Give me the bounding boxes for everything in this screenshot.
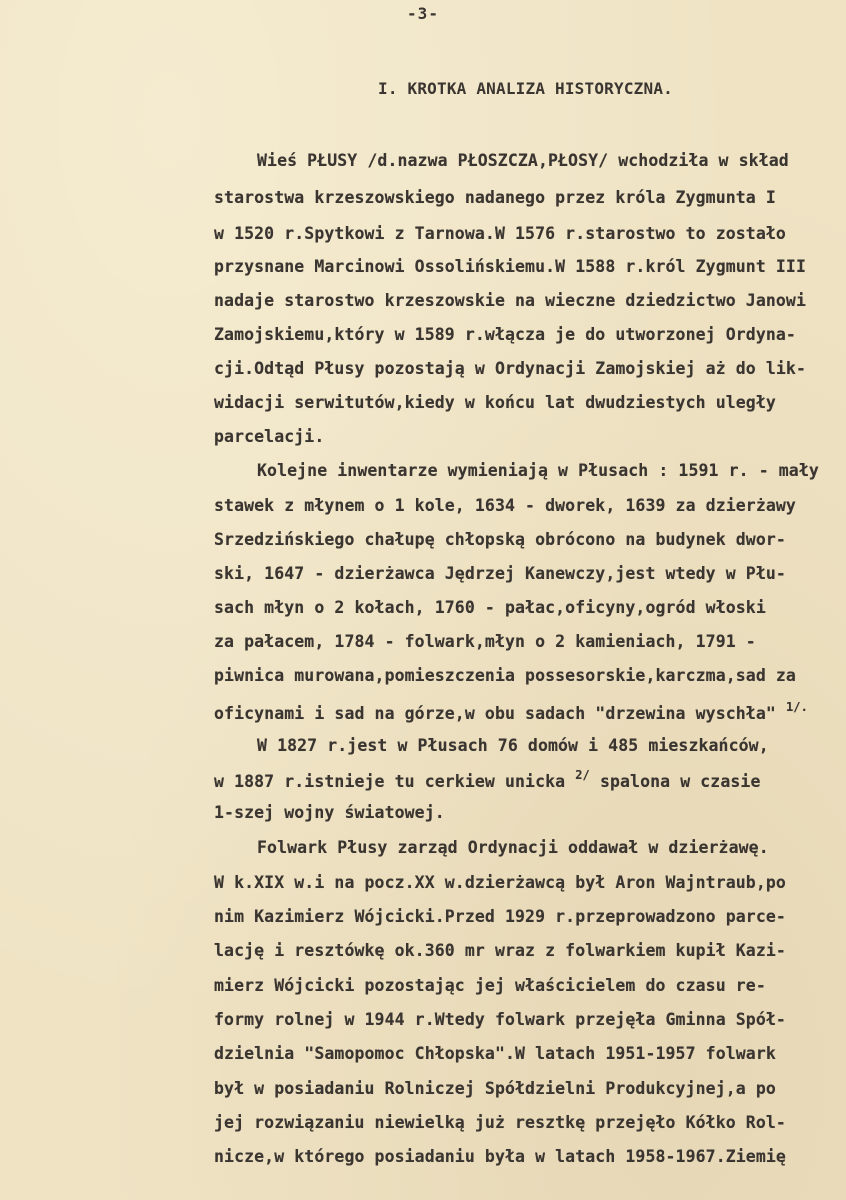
text-line: lację i resztówkę ok.360 mr wraz z folwarkiem kupił Kazi- [214,941,786,960]
text-line: parcelacji. [214,427,325,446]
text-line: w 1520 r.Spytkowi z Tarnowa.W 1576 r.starostwo to zostało [214,224,786,243]
text-line: piwnica murowana,pomieszczenia possesorskie,karczma,sad za [214,666,796,685]
text-line: Srzedzińskiego chałupę chłopską obrócono na budynek dwor- [214,530,786,549]
text-line: W 1827 r.jest w Płusach 76 domów i 485 mieszkańców, [257,736,769,755]
section-heading: I. KROTKA ANALIZA HISTORYCZNA. [378,79,673,98]
text-line: formy rolnej w 1944 r.Wtedy folwark przejęła Gminna Spół- [214,1010,786,1029]
page-number: -3- [407,4,439,23]
text-line: był w posiadaniu Rolniczej Spółdzielni Produkcyjnej,a po [214,1079,776,1098]
footnote-ref-2: 2/ [575,768,590,782]
text-line: W k.XIX w.i na pocz.XX w.dzierżawcą był Aron Wajntraub,po [214,873,786,892]
text-line: Folwark Płusy zarząd Ordynacji oddawał w dzierżawę. [257,838,769,857]
text-line [214,700,808,723]
text-line: stawek z młynem o 1 kole, 1634 - dworek, 1639 za dzierżawy [214,496,796,515]
text-line: cji.Odtąd Płusy pozostają w Ordynacji Zamojskiej aż do lik- [214,359,806,378]
text-line: Kolejne inwentarze wymieniają w Płusach : 1591 r. - mały [257,461,819,480]
text-line: starostwa krzeszowskiego nadanego przez króla Zygmunta I [214,188,776,207]
text-line: za pałacem, 1784 - folwark,młyn o 2 kamieniach, 1791 - [214,632,756,651]
text-line: nadaje starostwo krzeszowskie na wieczne dziedzictwo Janowi [214,291,806,310]
text-line: mierz Wójcicki pozostając jej właścicielem do czasu re- [214,976,766,995]
text-segment: oficynami i sad na górze,w obu sadach "drzewina wyschła" [214,704,776,723]
text-line: sach młyn o 2 kołach, 1760 - pałac,oficyny,ogród włoski [214,598,766,617]
text-segment: w 1887 r.istnieje tu cerkiew unicka [214,772,566,791]
text-segment: spalona w czasie [599,772,761,791]
text-line: Wieś PŁUSY /d.nazwa PŁOSZCZA,PŁOSY/ wchodziła w skład [257,151,789,170]
text-line: dzielnia "Samopomoc Chłopska".W latach 1951-1957 folwark [214,1044,776,1063]
text-line: przysnane Marcinowi Ossolińskiemu.W 1588 r.król Zygmunt III [214,257,806,276]
text-line: Zamojskiemu,który w 1589 r.włącza je do utworzonej Ordyna- [214,325,796,344]
text-line: nicze,w którego posiadaniu była w latach 1958-1967.Ziemię [214,1147,786,1166]
text-line: nim Kazimierz Wójcicki.Przed 1929 r.przeprowadzono parce- [214,907,786,926]
footnote-ref-1: 1/. [785,700,808,714]
text-line: ski, 1647 - dzierżawca Jędrzej Kanewczy,jest wtedy w Płu- [214,564,786,583]
text-line: widacji serwitutów,kiedy w końcu lat dwudziestych uległy [214,393,776,412]
text-line [214,768,760,791]
text-line: 1-szej wojny światowej. [214,803,445,822]
text-line: jej rozwiązaniu niewielką już resztkę przejęło Kółko Rol- [214,1113,786,1132]
